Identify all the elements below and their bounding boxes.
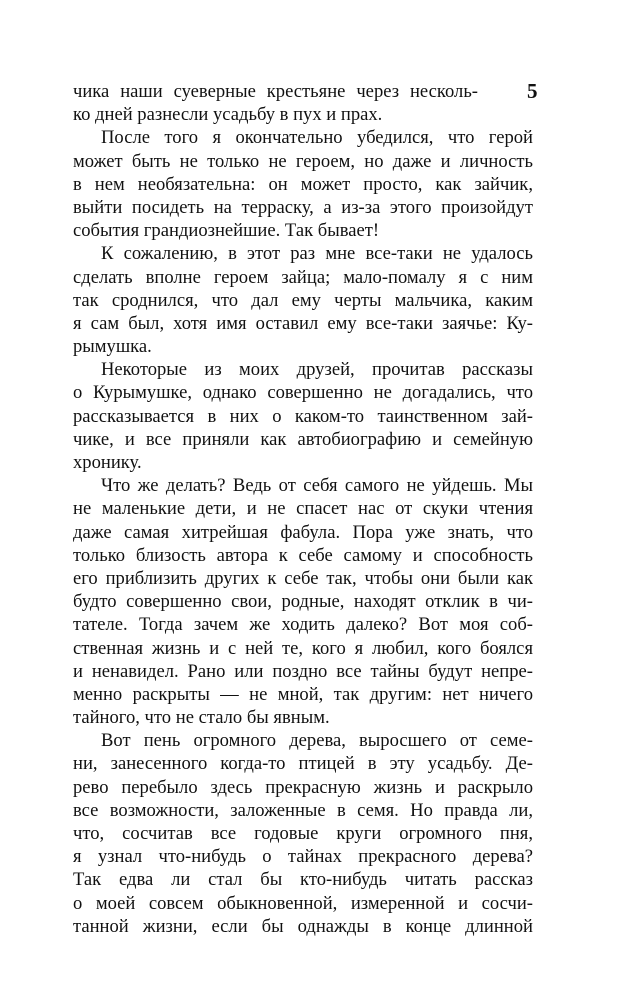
text-line: рассказывается в них о каком-то таинственном зай- (73, 405, 533, 427)
text-line: чика наши суеверные крестьяне через несколь- (73, 81, 478, 102)
text-line: рымушка. (73, 336, 152, 358)
text-line: только близость автора к себе самому и способность (73, 544, 533, 566)
text-line: Что же делать? Ведь от себя самого не уйдешь. Мы (101, 475, 533, 497)
page-number: 5 (527, 79, 538, 103)
text-line: ко дней разнесли усадьбу в пух и прах. (73, 104, 383, 126)
text-line: выйти посидеть на терраску, а из-за этого произойдут (73, 196, 533, 218)
text-line: ственная жизнь и с ней те, кого я любил, кого боялся (73, 637, 533, 659)
text-line: о Курымушке, однако совершенно не догадались, что (73, 382, 533, 404)
text-line: хронику. (73, 452, 142, 473)
text-line: чике, и все приняли как автобиографию и семейную (73, 428, 533, 450)
text-line: даже самая хитрейшая фабула. Пора уже знать, что (73, 521, 533, 543)
text-line: его приблизить других к себе так, чтобы они были как (73, 567, 533, 589)
text-line: Так едва ли стал бы кто-нибудь читать рассказ (73, 869, 533, 891)
text-line: о моей совсем обыкновенной, измеренной и сосчи- (73, 892, 533, 914)
text-line: что, сосчитав все годовые круги огромного пня, (73, 823, 533, 844)
text-line: рево перебыло здесь прекрасную жизнь и раскрыло (73, 776, 533, 798)
text-line: Некоторые из моих друзей, прочитав рассказы (101, 359, 533, 381)
text-line: танной жизни, если бы однажды в конце длинной (73, 915, 533, 937)
text-line: сделать вполне героем зайца; мало-помалу я с ним (73, 266, 533, 288)
text-line: не маленькие дети, и не спасет нас от скуки чтения (73, 498, 533, 520)
text-line: К сожалению, в этот раз мне все-таки не удалось (101, 243, 533, 265)
text-line: все возможности, заложенные в семя. Но правда ли, (73, 799, 533, 821)
text-line: так сроднился, что дал ему черты мальчика, каким (73, 289, 533, 311)
text-line: я узнал что-нибудь о тайнах прекрасного дерева? (73, 846, 533, 868)
text-line: Вот пень огромного дерева, выросшего от семе- (101, 730, 533, 752)
text-line: тайного, что не стало бы явным. (73, 707, 330, 729)
text-line: менно раскрыты — не мной, так другим: нет ничего (73, 683, 533, 705)
text-line: я сам был, хотя имя оставил ему все-таки заячье: Ку- (73, 312, 533, 334)
text-line: события грандиознейшие. Так бывает! (73, 220, 380, 242)
text-line: ни, занесенного когда-то птицей в эту усадьбу. Де- (73, 753, 533, 775)
text-line: После того я окончательно убедился, что герой (101, 127, 533, 149)
text-line: будто совершенно свои, родные, находят отклик в чи- (73, 591, 533, 613)
text-line: и ненавидел. Рано или поздно все тайны будут непре- (73, 660, 533, 682)
text-line: тателе. Тогда зачем же ходить далеко? Вот моя соб- (73, 614, 533, 636)
body-text (73, 80, 533, 938)
text-line: в нем необязательна: он может просто, как зайчик, (73, 173, 533, 195)
text-line: может быть не только не героем, но даже и личность (73, 150, 533, 172)
